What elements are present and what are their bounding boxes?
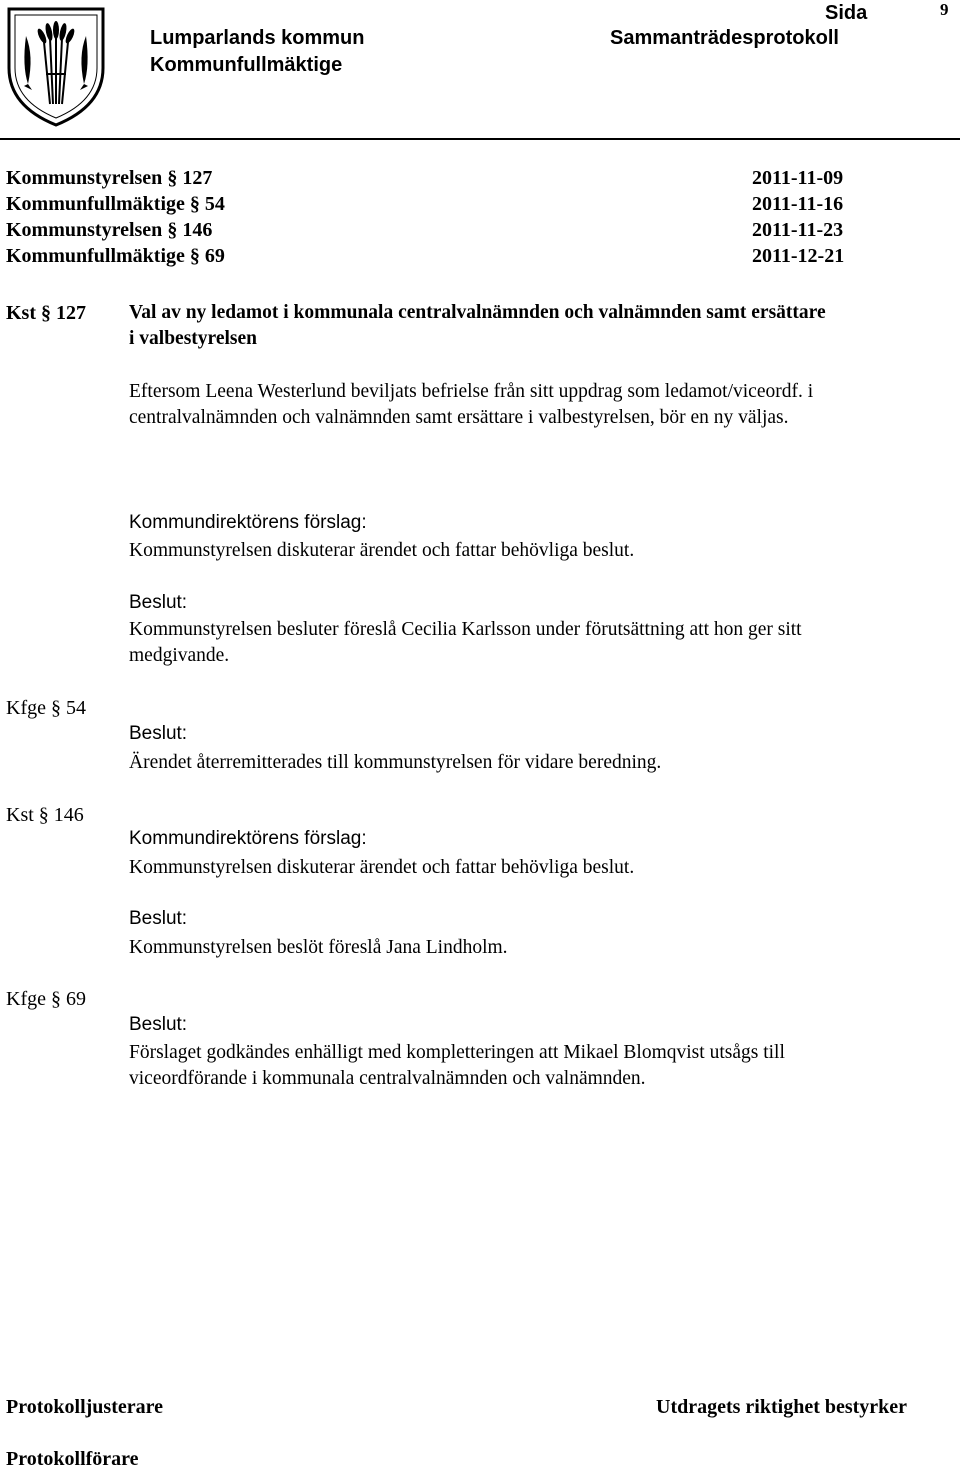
proposal-text: Kommunstyrelsen diskuterar ärendet och fattar behövliga beslut. [129,540,635,561]
reference-date: 2011-11-23 [752,219,844,241]
section-label-kst127: Kst § 127 [6,302,86,324]
item-title-line: Val av ny ledamot i kommunala centralvalnämnden och valnämnden samt ersättare [129,302,826,323]
intro-text-line: centralvalnämnden och valnämnden samt ersättare i valbestyrelsen, bör en ny väljas. [129,407,789,428]
item-title-line: i valbestyrelsen [129,328,258,349]
decision-text-line: viceordförande i kommunala centralvalnämnden och valnämnden. [129,1068,646,1089]
reference-date: 2011-11-16 [752,193,844,215]
header-divider [0,138,960,140]
reference-date: 2011-11-09 [752,167,844,189]
body-name: Kommunfullmäktige [150,54,343,76]
page-number: 9 [940,0,949,19]
reference-row: Kommunfullmäktige § 69 [6,245,225,267]
section-label-kfge54: Kfge § 54 [6,697,86,719]
decision-text-line: Förslaget godkändes enhälligt med kompletteringen att Mikael Blomqvist utsågs till [129,1042,785,1063]
reference-row: Kommunfullmäktige § 54 [6,193,225,215]
decision-heading: Beslut: [129,908,188,929]
proposal-heading: Kommundirektörens förslag: [129,512,367,533]
document-type: Sammanträdesprotokoll [610,27,839,49]
section-label-kst146: Kst § 146 [6,804,84,826]
decision-text: Kommunstyrelsen beslöt föreslå Jana Lindholm. [129,937,508,958]
page-label: Sida [825,2,868,24]
decision-heading: Beslut: [129,592,188,613]
adjusters-label: Protokolljusterare [6,1396,164,1418]
coat-of-arms-icon [6,6,106,128]
reference-date: 2011-12-21 [752,245,845,267]
decision-text-line: medgivande. [129,645,230,666]
decision-text-line: Kommunstyrelsen besluter föreslå Cecilia Karlsson under förutsättning att hon ger sitt [129,619,802,640]
section-label-kfge69: Kfge § 69 [6,988,86,1010]
decision-heading: Beslut: [129,1014,188,1035]
municipality-name: Lumparlands kommun [150,27,365,49]
proposal-text: Kommunstyrelsen diskuterar ärendet och fattar behövliga beslut. [129,857,635,878]
intro-text-line: Eftersom Leena Westerlund beviljats befrielse från sitt uppdrag som ledamot/viceordf. i [129,381,814,402]
keeper-label: Protokollförare [6,1448,139,1470]
reference-row: Kommunstyrelsen § 127 [6,167,213,189]
decision-text: Ärendet återremitterades till kommunstyrelsen för vidare beredning. [129,752,662,773]
proposal-heading: Kommundirektörens förslag: [129,828,367,849]
certified-label: Utdragets riktighet bestyrker [656,1396,908,1418]
reference-row: Kommunstyrelsen § 146 [6,219,213,241]
decision-heading: Beslut: [129,723,188,744]
